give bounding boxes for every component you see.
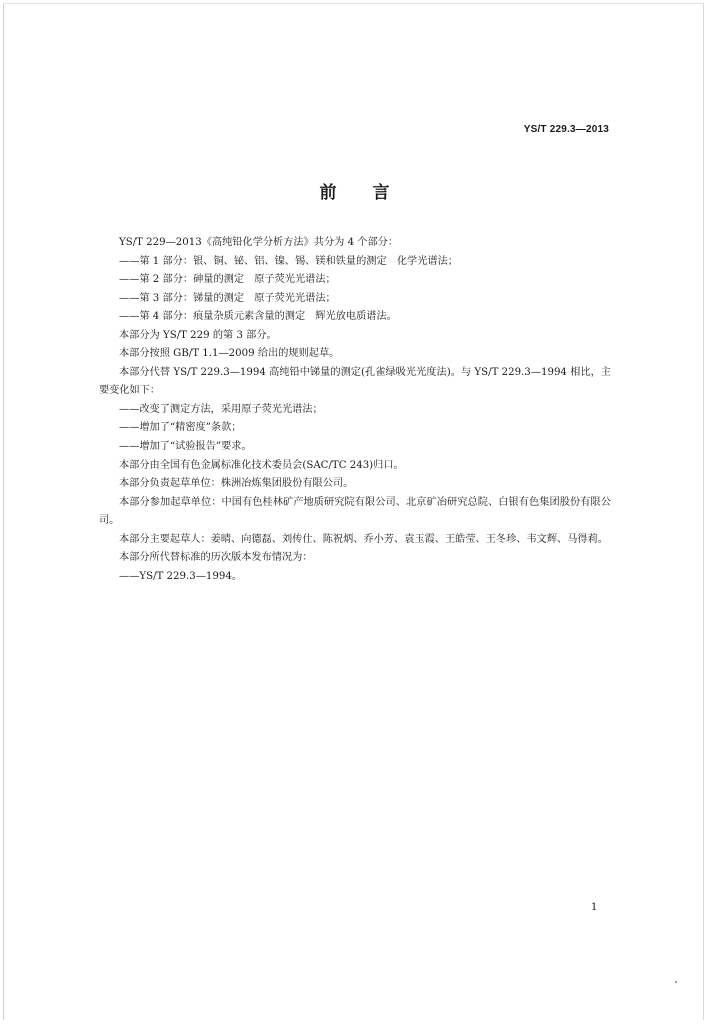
paragraph-drafting-rules: 本部分按照 GB/T 1.1—2009 给出的规则起草。	[119, 348, 340, 360]
title-char-1: 前	[319, 183, 337, 203]
list-item-part-3: ——第 3 部分：锑量的测定 原子荧光光谱法；	[119, 292, 336, 304]
list-item-part-4: ——第 4 部分：痕量杂质元素含量的测定 辉光放电质谱法。	[119, 311, 397, 323]
list-item-change-3: ——增加了“试验报告”要求。	[119, 441, 252, 453]
paragraph-committee: 本部分由全国有色金属标准化技术委员会(SAC/TC 243)归口。	[119, 459, 404, 471]
standard-code: YS/T 229.3—2013	[523, 124, 609, 135]
paragraph-responsible-unit: 本部分负责起草单位：株洲冶炼集团股份有限公司。	[119, 478, 354, 490]
paragraph-replacement: 本部分代替 YS/T 229.3—1994 高纯铅中锑量的测定(孔雀绿吸光光度法)。与 YS/T 229.3—1994 相比，主要变化如下：	[99, 366, 611, 397]
paragraph-drafters: 本部分主要起草人：姜晴、向德磊、刘传仕、陈祝炳、乔小芳、袁玉霞、王皓莹、王冬珍、韦文辉、马得莉。	[119, 533, 608, 545]
scan-artifact-dot	[675, 981, 677, 983]
list-item-history-version: ——YS/T 229.3—1994。	[119, 570, 243, 582]
page-number: 1	[591, 902, 598, 913]
list-item-change-2: ——增加了“精密度”条款；	[119, 422, 242, 434]
title-char-2: 言	[372, 183, 390, 203]
paragraph-participating-units: 本部分参加起草单位：中国有色桂林矿产地质研究院有限公司、北京矿冶研究总院、白银有色集团股份有限公司。	[99, 496, 611, 527]
paragraph-part-statement: 本部分为 YS/T 229 的第 3 部分。	[119, 329, 277, 341]
paragraph-intro: YS/T 229—2013《高纯铅化学分析方法》共分为 4 个部分：	[119, 237, 399, 248]
list-item-part-1: ——第 1 部分：银、铜、铋、铝、镍、锡、镁和铁量的测定 化学光谱法；	[119, 255, 458, 267]
foreword-body	[99, 234, 611, 586]
list-item-part-2: ——第 2 部分：砷量的测定 原子荧光光谱法；	[119, 274, 336, 286]
list-item-change-1: ——改变了测定方法，采用原子荧光光谱法；	[119, 403, 323, 415]
page-title	[0, 178, 709, 203]
paragraph-history: 本部分所代替标准的历次版本发布情况为：	[119, 552, 313, 564]
